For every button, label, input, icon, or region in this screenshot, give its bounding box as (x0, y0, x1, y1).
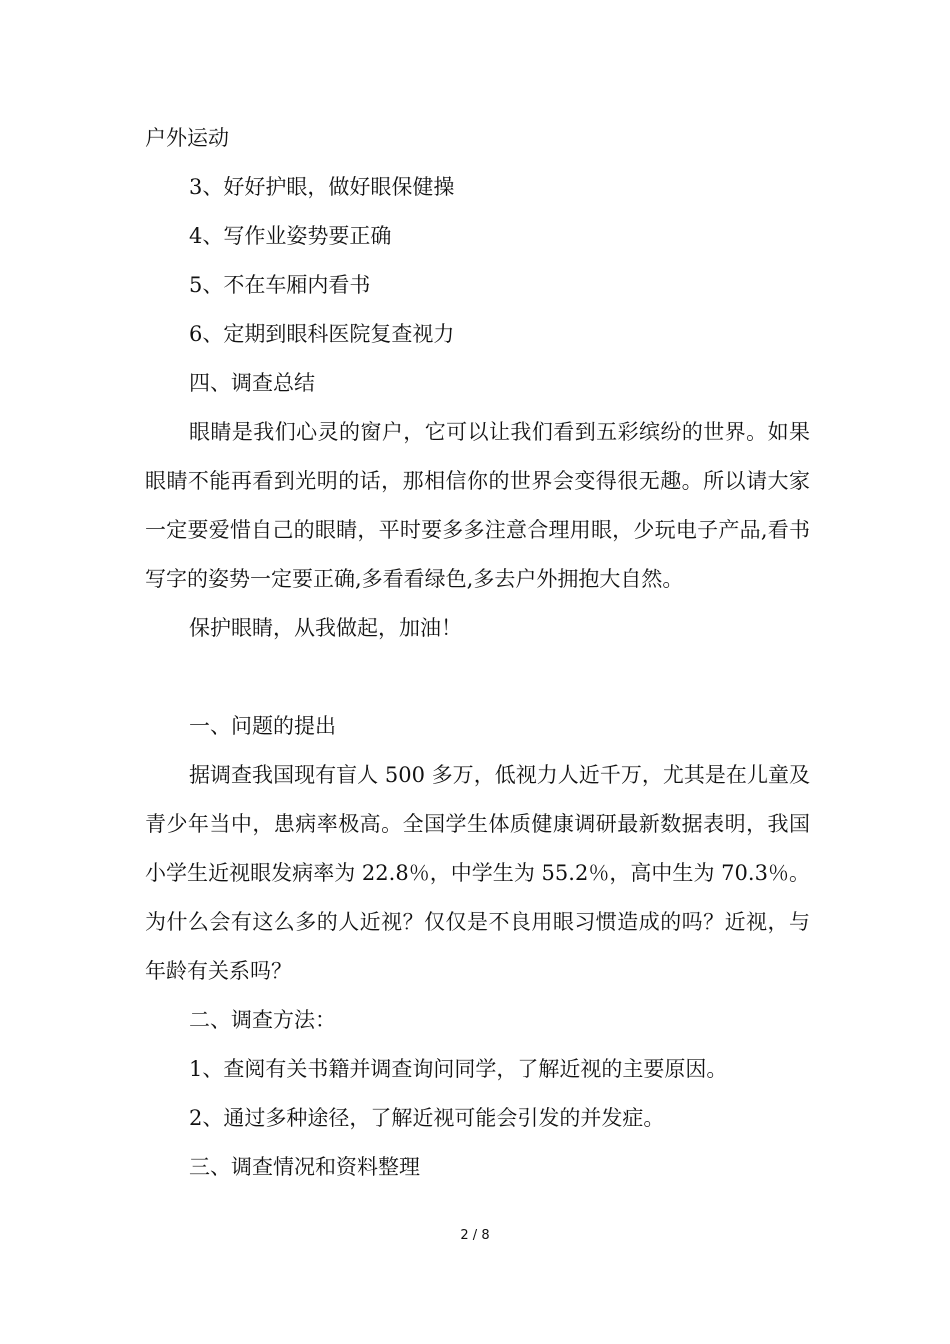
list-item: 5、不在车厢内看书 (189, 273, 371, 297)
section-heading: 二、调查方法： (189, 1008, 336, 1032)
list-item: 6、定期到眼科医院复查视力 (189, 322, 455, 346)
text-line: 户外运动 (145, 126, 229, 150)
list-item: 1、查阅有关书籍并调查询问同学，了解近视的主要原因。 (189, 1057, 728, 1081)
list-item: 2、通过多种途径，了解近视可能会引发的并发症。 (189, 1106, 665, 1130)
section-heading: 一、问题的提出 (189, 714, 336, 738)
slogan: 保护眼睛，从我做起，加油！ (189, 616, 462, 640)
list-item: 4、写作业姿势要正确 (189, 224, 392, 248)
section-heading: 三、调查情况和资料整理 (189, 1155, 420, 1179)
document-body (145, 114, 810, 1192)
section-heading: 四、调查总结 (189, 371, 315, 395)
summary-paragraph: 眼睛是我们心灵的窗户，它可以让我们看到五彩缤纷的世界。如果眼睛不能再看到光明的话，那相信你的世界会变得很无趣。所以请大家一定要爱惜自己的眼睛，平时要多多注意合理用眼，少玩电子产品,看书写字的姿势一定要正确,多看看绿色,多去户外拥抱大自然。 (145, 420, 810, 591)
page-number: 2 / 8 (460, 1228, 490, 1243)
body-paragraph: 据调查我国现有盲人 500 多万，低视力人近千万，尤其是在儿童及青少年当中，患病率极高。全国学生体质健康调研最新数据表明，我国小学生近视眼发病率为 22.8％，中学生为 55.2％，高中生为 70.3％。为什么会有这么多的人近视？仅仅是不良用眼习惯造成的吗？近视，与年龄有关系吗？ (145, 763, 810, 983)
blank-line (145, 653, 810, 702)
list-item: 3、好好护眼，做好眼保健操 (189, 175, 455, 199)
